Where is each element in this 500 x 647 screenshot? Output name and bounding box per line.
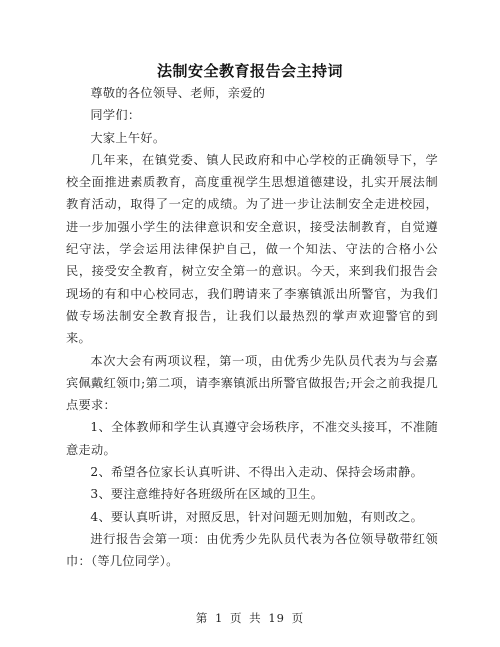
requirement-3: 3、要注意维持好各班级所在区域的卫生。	[90, 487, 324, 502]
requirement-4: 4、要认真听讲，对照反思，针对问题无则加勉，有则改之。	[90, 509, 424, 524]
footer-page-word: 页	[230, 611, 243, 625]
document-body	[66, 82, 438, 573]
requirement-1: 1、全体教师和学生认真遵守会场秩序，不准交头接耳，不准随意走动。	[66, 420, 438, 457]
intro-paragraph: 几年来，在镇党委、镇人民政府和中心学校的正确领导下，学校全面推进素质教育，高度重视学生思想道德建设，扎实开展法制教育活动，取得了一定的成绩。为了进一步让法制安全走进校园，进一步加强小学生的法律意识和安全意识，接受法制教育，自觉遵纪守法，学会运用法律保护自己，做一个知法、守法的合格小公民，接受安全教育，树立安全第一的意识。今天，来到我们报告会现场的有和中心校同志，我们聘请来了李寨镇派出所警官，为我们做专场法制安全教育报告，让我们以最热烈的掌声欢迎警官的到来。	[66, 152, 438, 346]
footer-current-page: 1	[215, 611, 224, 625]
footer-total-word: 共	[249, 611, 262, 625]
salutation-line-1: 尊敬的各位领导、老师，亲爱的	[90, 86, 266, 100]
document-title: 法制安全教育报告会主持词	[156, 62, 343, 80]
salutation-line-2: 同学们：	[90, 108, 141, 123]
footer-prefix: 第	[195, 611, 209, 625]
footer-total-pages: 19	[268, 611, 285, 625]
greeting: 大家上午好。	[90, 130, 166, 145]
requirement-2: 2、希望各位家长认真听讲、不得出入走动、保持会场肃静。	[90, 465, 424, 480]
footer-suffix: 页	[291, 611, 305, 625]
agenda-item-1: 进行报告会第一项：由优秀少先队员代表为各位领导敬带红领巾：（等几位同学）。	[66, 531, 438, 569]
page-footer	[0, 610, 500, 626]
agenda-paragraph: 本次大会有两项议程，第一项，由优秀少先队员代表为与会嘉宾佩戴红领巾;第二项，请李寨镇派出所警官做报告;开会之前我提几点要求：	[66, 353, 438, 413]
